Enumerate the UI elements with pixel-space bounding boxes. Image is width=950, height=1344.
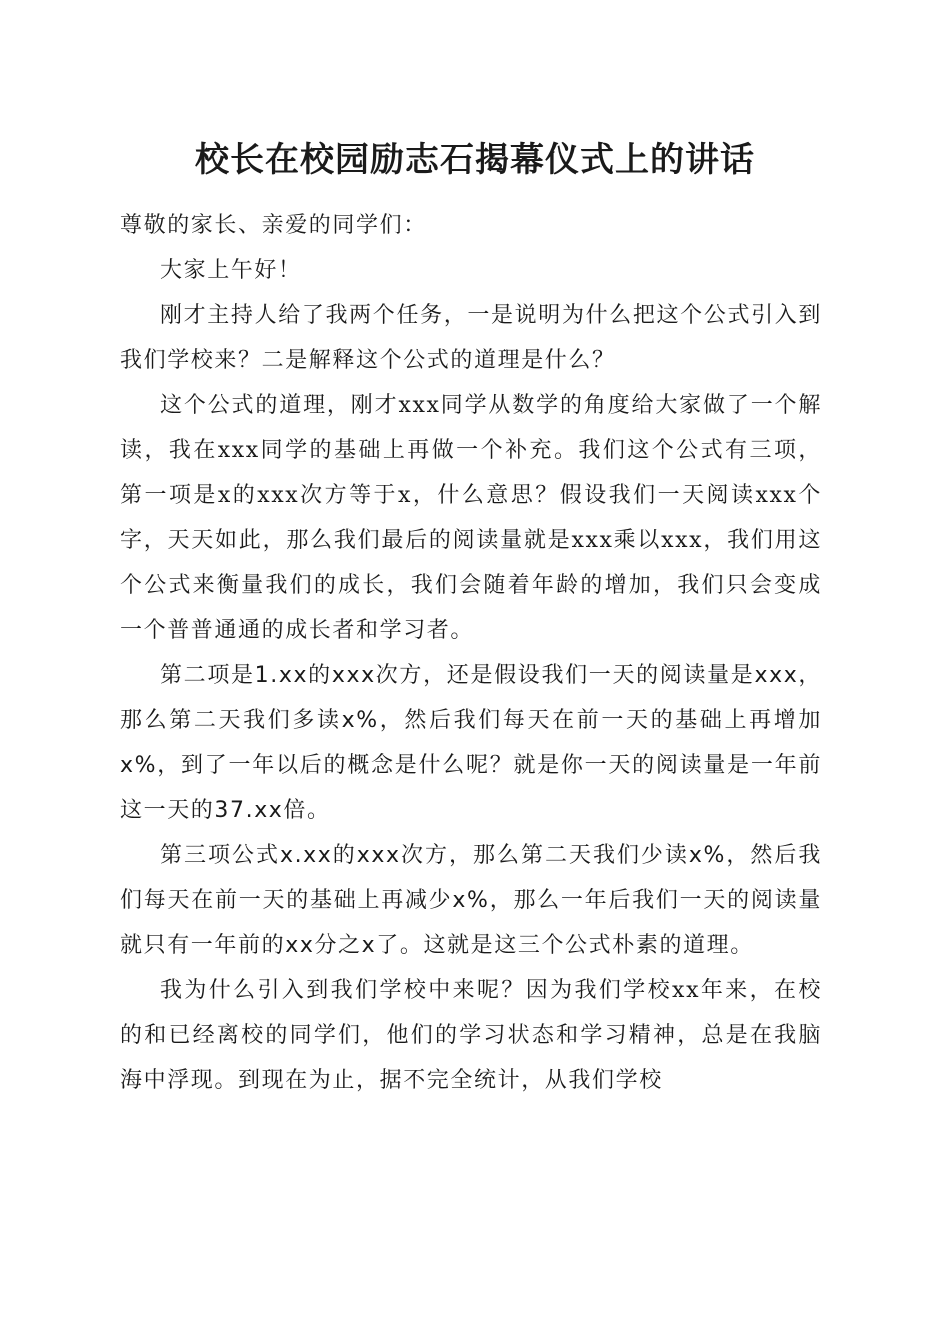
- paragraph-why-introduce: 我为什么引入到我们学校中来呢？因为我们学校xx年来，在校的和已经离校的同学们，他们的学习状态和学习精神，总是在我脑海中浮现。到现在为止，据不完全统计，从我们学校: [120, 978, 822, 1093]
- document-body: [120, 203, 822, 1103]
- paragraph-formula-third: 第三项公式x.xx的xxx次方，那么第二天我们少读x%，然后我们每天在前一天的基础上再减少x%，那么一年后我们一天的阅读量就只有一年前的xx分之x了。这就是这三个公式朴素的道理。: [120, 843, 822, 958]
- document-title: 校长在校园励志石揭幕仪式上的讲话: [195, 140, 755, 180]
- paragraph-formula-second: 第二项是1.xx的xxx次方，还是假设我们一天的阅读量是xxx，那么第二天我们多读x%，然后我们每天在前一天的基础上再增加x%，到了一年以后的概念是什么呢？就是你一天的阅读量是一年前这一天的37.xx倍。: [120, 663, 822, 823]
- paragraph-greeting: 大家上午好！: [160, 258, 302, 283]
- paragraph-formula-first: 这个公式的道理，刚才xxx同学从数学的角度给大家做了一个解读，我在xxx同学的基础上再做一个补充。我们这个公式有三项，第一项是x的xxx次方等于x，什么意思？假设我们一天阅读xxx个字，天天如此，那么我们最后的阅读量就是xxx乘以xxx，我们用这个公式来衡量我们的成长，我们会随着年龄的增加，我们只会变成一个普普通通的成长者和学习者。: [120, 393, 822, 643]
- salutation: 尊敬的家长、亲爱的同学们：: [120, 213, 427, 238]
- paragraph-tasks: 刚才主持人给了我两个任务，一是说明为什么把这个公式引入到我们学校来？二是解释这个公式的道理是什么？: [120, 303, 822, 373]
